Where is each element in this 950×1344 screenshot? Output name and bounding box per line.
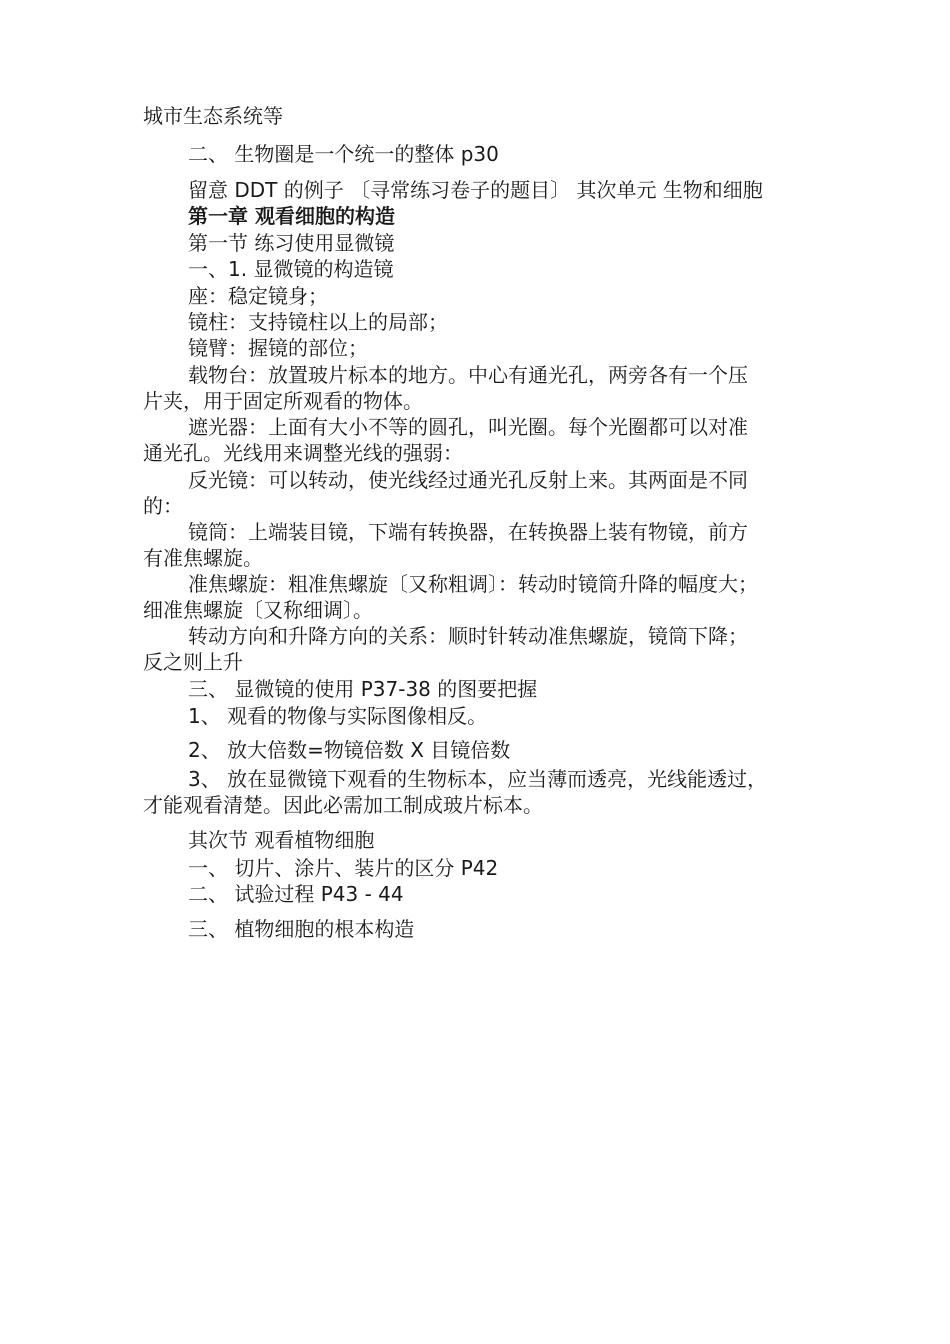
section-heading-microscope: 第一节 练习使用显微镜 xyxy=(188,231,395,255)
text-line-mirror-cont: 的： xyxy=(143,494,183,518)
text-line-stage: 载物台：放置玻片标本的地方。中心有通光孔，两旁各有一个压 xyxy=(188,363,748,387)
text-line-arm: 镜臂：握镜的部位； xyxy=(188,336,368,360)
text-line-direction: 转动方向和升降方向的关系：顺时针转动准焦螺旋，镜筒下降； xyxy=(188,624,748,648)
text-line-usage: 三、 显微镜的使用 P37-38 的图要把握 xyxy=(188,677,538,701)
text-line-biosphere: 二、 生物圈是一个统一的整体 p30 xyxy=(188,142,499,166)
chapter-heading: 第一章 观看细胞的构造 xyxy=(188,204,395,228)
text-line-experiment: 二、 试验过程 P43 - 44 xyxy=(188,882,404,906)
text-line-item-1: 1、 观看的物像与实际图像相反。 xyxy=(188,704,488,728)
section-heading-plant-cell: 其次节 观看植物细胞 xyxy=(188,828,375,852)
text-line-tube-cont: 有准焦螺旋。 xyxy=(143,546,263,570)
text-line-focus: 准焦螺旋：粗准焦螺旋〔又称粗调〕：转动时镜筒升降的幅度大； xyxy=(188,572,758,596)
text-line-item-2: 2、 放大倍数=物镜倍数 X 目镜倍数 xyxy=(188,738,511,762)
text-line-mirror: 反光镜：可以转动，使光线经过通光孔反射上来。其两面是不同 xyxy=(188,468,748,492)
text-line-stage-cont: 片夹，用于固定所观看的物体。 xyxy=(143,389,423,413)
text-line-focus-cont: 细准焦螺旋〔又称细调〕。 xyxy=(143,598,373,622)
text-line-item-3: 3、 放在显微镜下观看的生物标本，应当薄而透亮，光线能透过， xyxy=(188,767,768,791)
text-line-item-3-cont: 才能观看清楚。因此必需加工制成玻片标本。 xyxy=(143,793,543,817)
text-line-diaphragm-cont: 通光孔。光线用来调整光线的强弱： xyxy=(143,441,463,465)
text-line-ddt-example: 留意 DDT 的例子 〔寻常练习卷子的题目〕 其次单元 生物和细胞 xyxy=(188,178,763,202)
text-line-structure: 一、1. 显微镜的构造镜 xyxy=(188,257,394,281)
text-line-diaphragm: 遮光器：上面有大小不等的圆孔，叫光圈。每个光圈都可以对准 xyxy=(188,415,748,439)
text-line-pillar: 镜柱：支持镜柱以上的局部； xyxy=(188,310,448,334)
text-line-direction-cont: 反之则上升 xyxy=(143,650,243,674)
text-line-tube: 镜筒：上端装目镜，下端有转换器，在转换器上装有物镜，前方 xyxy=(188,520,748,544)
text-line-city-ecosystem: 城市生态系统等 xyxy=(143,104,283,128)
text-line-plant-cell-structure: 三、 植物细胞的根本构造 xyxy=(188,917,415,941)
text-line-slides: 一、 切片、涂片、装片的区分 P42 xyxy=(188,856,499,880)
text-line-base: 座：稳定镜身； xyxy=(188,284,328,308)
